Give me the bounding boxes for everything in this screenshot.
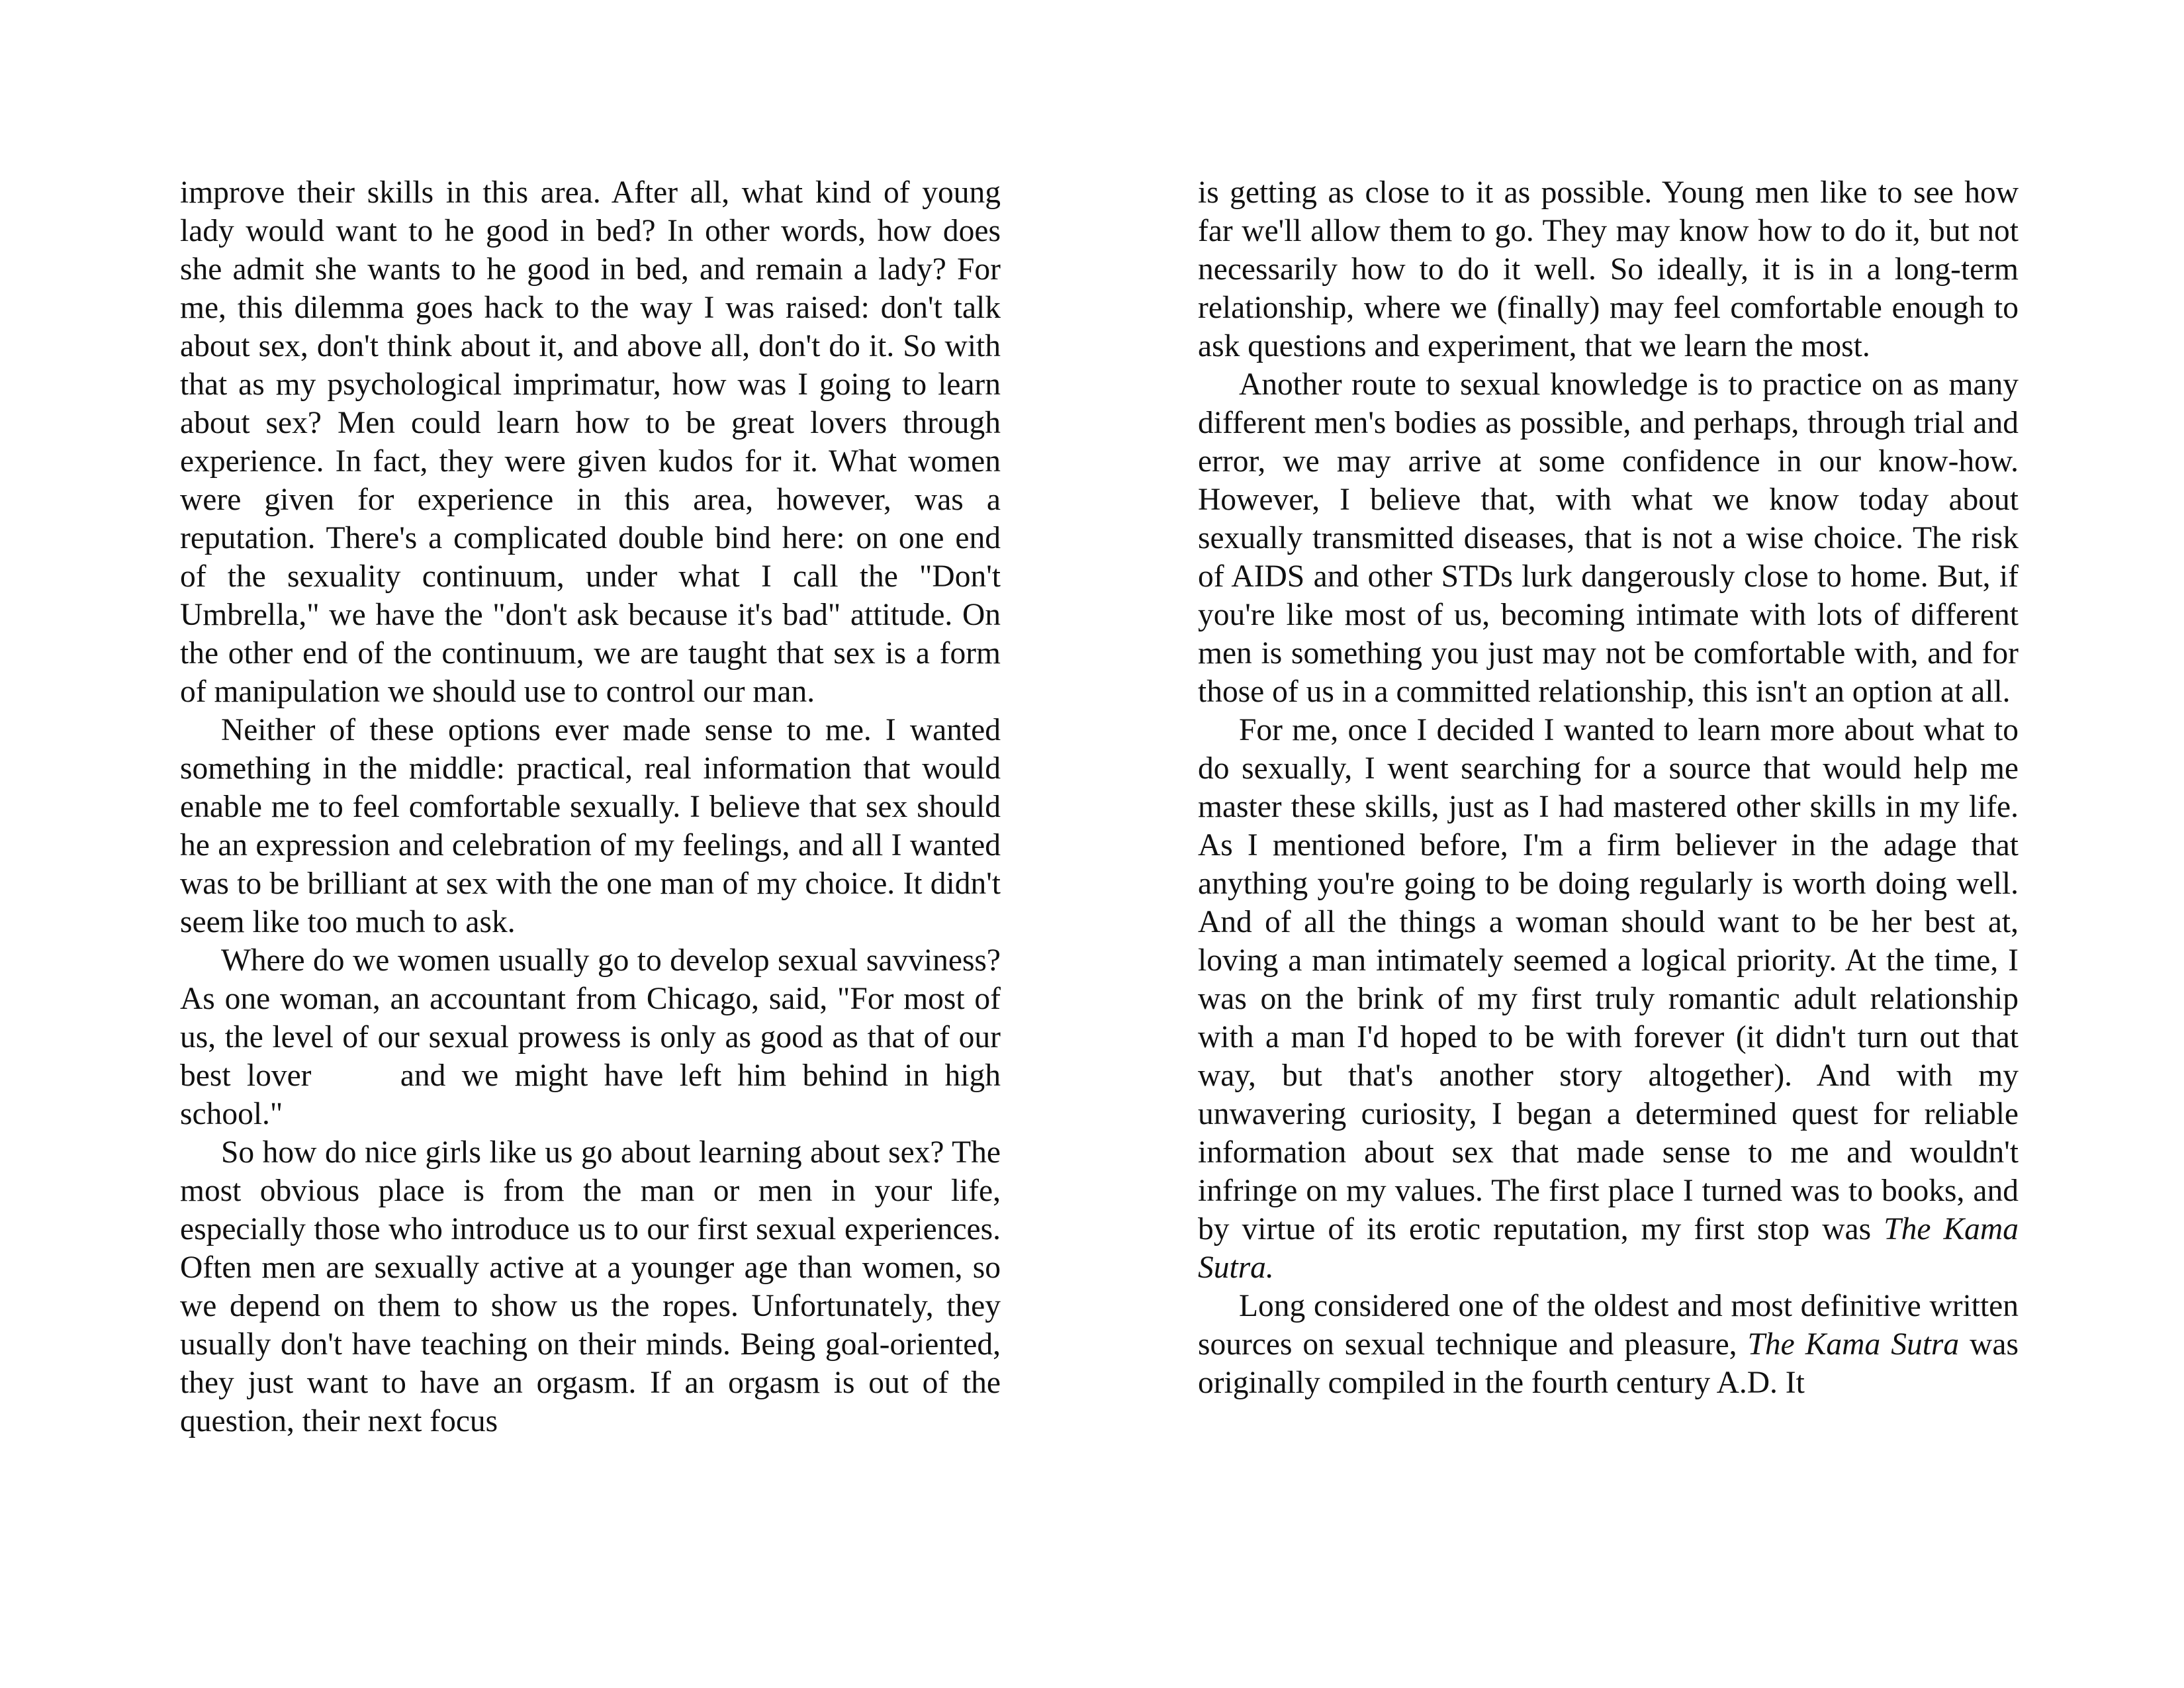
- paragraph: [1198, 1287, 2019, 1402]
- paragraph: [1198, 365, 2019, 711]
- italic-title: The Kama Sutra.: [1198, 1212, 2019, 1285]
- paragraph: [180, 711, 1001, 941]
- paragraph-text: For me, once I decided I wanted to learn more about what to do sexually, I went searching for a source that would help me master these skills, just as I had mastered other skills in my life. As I mentioned before, I'm a firm believer in the adage that anything you're going to be doing regularly is worth doing well. And of all the things a woman should want to be her best at, loving a man intimately seemed a logical priority. At the time, I was on the brink of my first truly romantic adult relationship with a man I'd hoped to be with forever (it didn't turn out that way, but that's another story altogether). And with my unwavering curiosity, I began a determined quest for reliable information about sex that made sense to me and wouldn't infringe on my values. The first place I turned was to books, and by virtue of its erotic reputation, my first stop was: [1198, 713, 2019, 1246]
- paragraph-text: is getting as close to it as possible. Young men like to see how far we'll allow them to go. They may know how to do it, but not necessarily how to do it well. So ideally, it is in a long-term relationship, where we (finally) may feel comfortable enough to ask questions and experiment, that we learn the most.: [1198, 175, 2019, 363]
- paragraph-text: Neither of these options ever made sense to me. I wanted something in the middle: practical, real information that would enable me to feel comfortable sexually. I believe that sex should he an expression and celebration of my feelings, and all I wanted was to be brilliant at sex with the one man of my choice. It didn't seem like too much to ask.: [180, 713, 1001, 939]
- paragraph: [180, 1133, 1001, 1440]
- paragraph: [180, 941, 1001, 1133]
- paragraph-text: So how do nice girls like us go about learning about sex? The most obvious place is from the man or men in your life, especially those who introduce us to our first sexual experiences. Often men are sexually active at a younger age than women, so we depend on them to show us the ropes. Unfortunately, they usually don't have teaching on their minds. Being goal-oriented, they just want to have an orgasm. If an orgasm is out of the question, their next focus: [180, 1135, 1001, 1438]
- right-page: [1198, 173, 2019, 1402]
- paragraph-text: Another route to sexual knowledge is to practice on as many different men's bodies as possible, and perhaps, through trial and error, we may arrive at some confidence in our know-how. However, I believe that, with what we know today about sexually transmitted diseases, that is not a wise choice. The risk of AIDS and other STDs lurk dangerously close to home. But, if you're like most of us, becoming intimate with lots of different men is something you just may not be comfortable with, and for those of us in a committed relationship, this isn't an option at all.: [1198, 367, 2019, 709]
- left-page: [180, 173, 1001, 1440]
- italic-title: The Kama Sutra: [1747, 1327, 1960, 1362]
- paragraph-text: improve their skills in this area. After all, what kind of young lady would want to he good in bed? In other words, how does she admit she wants to he good in bed, and remain a lady? For me, this dilemma goes hack to the way I was raised: don't talk about sex, don't think about it, and above all, don't do it. So with that as my psychological imprimatur, how was I going to learn about sex? Men could learn how to be great lovers through experience. In fact, they were given kudos for it. What women were given for experience in this area, however, was a reputation. There's a complicated double bind here: on one end of the sexuality continuum, under what I call the "Don't Umbrella," we have the "don't ask because it's bad" attitude. On the other end of the continuum, we are taught that sex is a form of manipulation we should use to control our man.: [180, 175, 1001, 709]
- paragraph: [180, 173, 1001, 711]
- paragraph-text: Where do we women usually go to develop sexual savviness? As one woman, an accountant from Chicago, said, "For most of us, the level of our sexual prowess is only as good as that of our best lover: [180, 943, 1001, 1093]
- paragraph-text: Long considered one of the oldest and most definitive written sources on sexual technique and pleasure,: [1198, 1289, 2019, 1362]
- paragraph: [1198, 711, 2019, 1287]
- paragraph: [1198, 173, 2019, 365]
- paragraph-text: and we might have left him behind in high school.": [180, 1058, 1001, 1131]
- paragraph-text: was originally compiled in the fourth century A.D. It: [1198, 1327, 2019, 1400]
